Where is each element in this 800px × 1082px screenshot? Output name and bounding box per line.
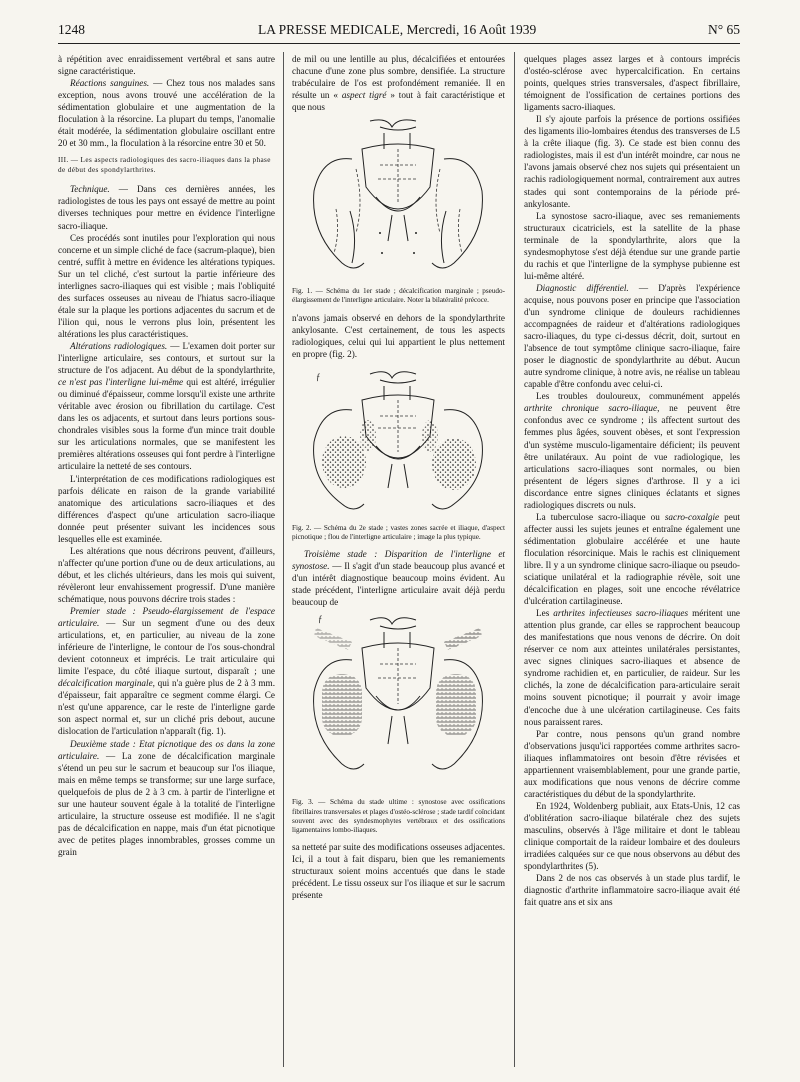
figure-3-caption: Fig. 3. — Schéma du stade ultime : synostose avec ossifications fibrillaires transversales et plages d'ostéo-sclérose ; stade tardif coïncidant souvent avec des syndesmophytes vertébraux et des ossifications ligamentaires lombo-iliaques. [292, 798, 505, 835]
svg-text:ƒ: ƒ [316, 371, 321, 382]
paragraph [524, 511, 740, 607]
paragraph-text: » tout à fait caractéristique et que nous [292, 90, 505, 113]
text-column-1 [58, 53, 275, 858]
header-rule [58, 43, 740, 44]
figure-3 [292, 608, 505, 835]
emphasis: sacro-coxalgie [664, 511, 720, 522]
paragraph-lead: Premier stade : Pseudo-élargissement de l'espace articulaire. [58, 606, 275, 629]
paragraph [58, 183, 275, 231]
figure-3-pelvis-diagram [292, 608, 505, 796]
paragraph: à répétition avec enraidissement vertébral et sans autre signe caractéristique. [58, 54, 275, 77]
paragraph-text: méritent une attention plus grande, car elles se rapprochent beaucoup des manifestations que nous venons de décrire. On doit réserver ce nom aux atteintes unilatérales persistantes, avec signes cliniques sacro-iliaques et absence de syndrome rachidien et, en particulier, de raideur. Sur les clichés, la zone de décalcification para-articulaire serait moins souvent picnotique; il pourrait y avoir image d'encoche due à une ulcération cartilagineuse. Ces faits nous paraissent rares. [524, 608, 740, 727]
paragraph-lead: Diagnostic différentiel. [536, 282, 629, 293]
paragraph-text: — Il s'agit d'un stade beaucoup plus avancé et d'un intérêt diagnostique beaucoup moins évident. Au stade précédent, l'interligne articulaire avait déjà perdu beaucoup de [292, 561, 505, 608]
figure-1 [292, 113, 505, 305]
paragraph: n'avons jamais observé en dehors de la spondylarthrite ankylosante. C'est certainement, de tous les aspects radiologiques, celui qui lui appartient le plus nettement en propre (fig. 2). [292, 312, 505, 359]
paragraph [58, 605, 275, 738]
figure-1-caption: Fig. 1. — Schéma du 1er stade ; décalcification marginale ; pseudo-élargissement de l'interligne articulaire. Noter la bilatéralité précoce. [292, 287, 505, 305]
journal-title: LA PRESSE MEDICALE, Mercredi, 16 Août 1939 [258, 22, 537, 37]
page-number: 1248 [58, 22, 85, 37]
paragraph-text: , qui n'a guère plus de 2 à 3 mm. d'épaisseur, fait apparaître ce segment comme élargi. Ce n'est qu'une apparence, car le reste de l'interligne garde son aspect normal et, sur un cliché pris debout, aucune dislocation de l'articulation n'apparaît (fig. 1). [58, 678, 276, 737]
section-heading: III. — Les aspects radiologiques des sacro-iliaques dans la phase de début des spondylarthrites. [58, 156, 271, 175]
paragraph-text: La tuberculose sacro-iliaque ou [536, 511, 665, 522]
paragraph: La synostose sacro-iliaque, avec ses remaniements structuraux cicatriciels, est la satellite de la phase terminale de la spondylarthrite, alors que la syndesmophytose s'est déjà étendue sur une grande partie du rachis et que l'interligne de la symphyse pubienne est lui-même altéré. [524, 210, 740, 281]
issue-number: N° 65 [707, 22, 740, 37]
paragraph [524, 607, 740, 727]
paragraph [58, 340, 275, 473]
paragraph: quelques plages assez larges et à contours imprécis d'ostéo-sclérose avec hypercalcification. En certains points, quelques stries transversales, d'aspect fibrillaire, témoignent de l'ossification de certaines portions des ligaments sacro-iliaques. [524, 54, 740, 113]
paragraph: En 1924, Woldenberg publiait, aux Etats-Unis, 12 cas d'oblitération sacro-iliaque bilatérale chez des sujets masculins, observés à l'âge militaire et dont le tableau clinique comportait de la raideur lombaire et des douleurs irradiées calquées sur ce que nous observons au début des spondylarthrites (5). [524, 800, 740, 872]
paragraph: Ces procédés sont inutiles pour l'exploration qui nous concerne et un simple cliché de face (sacrum-plaque), bien centré, suffit à mettre en évidence les altérations typiques. Sur un tel cliché, c'est surtout la partie inférieure des interlignes sacro-iliaques qui est visible ; mais l'obliquité des surfaces osseuses au niveau de l'hiatus sacro-iliaque étale sur la plaque les portions adjacentes du sacrum et de l'ilion qui, nous le verrons plus loin, présentent les altérations les plus caractéristiques. [58, 232, 275, 339]
figure-1-pelvis-diagram [292, 113, 505, 285]
paragraph [524, 390, 740, 510]
paragraph: sa netteté par suite des modifications osseuses adjacentes. Ici, il a tout à fait disparu, bien que les remaniements structuraux soient moins accentués que dans le stade précédent. Le tissu osseux sur l'os iliaque et sur le sacrum présente [292, 842, 505, 901]
figure-2-pelvis-diagram [292, 364, 505, 522]
emphasis: décalcification marginale [58, 678, 153, 689]
paragraph-lead: Altérations radiologiques. [70, 340, 168, 351]
paragraph-text: peut affecter aussi les sujets jeunes et entraîne également une sédimentation globulaire accélérée et une haute floculation résorcinique. Mais le rachis est cliniquement libre. Il y a un syndrome clinique sacro-iliaque ou pseudo-sciatique unilatéral et la radiographie révèle, soit une décalcification en plages, soit une encoche révélatrice d'ulcération cartilagineuse. [524, 511, 740, 607]
paragraph-text: — L'examen doit porter sur l'interligne articulaire, ses contours, et surtout sur la structure de l'os adjacent. Au début de la spondylarthrite, [58, 340, 276, 376]
paragraph-text: — D'après l'expérience acquise, nous pouvons poser en principe que l'association d'un syndrome clinique de douleurs rachidiennes accompagnées de raideur et d'altérations radiologiques sacro-iliaques, du type ci-dessus décrit, doit, surtout en l'absence de tout symptôme clinique sacro-iliaque, faire poser le diagnostic de spondylarthrite au début. Aucun autre syndrome clinique, à notre avis, ne réalise un tableau capable d'être confondu avec celui-ci. [524, 282, 740, 390]
paragraph-lead: Deuxième stade : Etat picnotique des os dans la zone articulaire. [58, 738, 275, 761]
text-column-2 [292, 53, 505, 902]
emphasis: ce n'est pas l'interligne lui-même [58, 377, 184, 388]
paragraph-text: Les [536, 608, 554, 619]
paragraph: Dans 2 de nos cas observés à un stade plus tardif, le diagnostic d'arthrite inflammatoire sacro-iliaque avait été fait quatre ans et six ans [524, 873, 740, 908]
emphasis: arthrites infectieuses sacro-iliaques [553, 608, 689, 619]
paragraph [292, 53, 505, 113]
paragraph [58, 738, 275, 858]
text-column-3 [524, 53, 740, 908]
figure-2 [292, 364, 505, 542]
paragraph-text: , ne peuvent être confondus avec ce syndrome ; ils affectent surtout des femmes plus âgées, souvent obèses, et sont l'expression d'un système musculo-ligamentaire déficient; ils peuvent être unilatéraux. Au point de vue radiologique, les articulations sacro-iliaques sont normales, ou bien présentent de légers signes d'arthrose. Il y a ici discordance entre signes cliniques éclatants et signes radiologiques discrets ou nuls. [524, 403, 741, 510]
paragraph-text: — Chez tous nos malades sans exception, nous avons trouvé une accélération de la sédimentation globulaire et une augmentation de la floculation à la résorcine. La plupart du temps, l'anomalie était modérée, la sédimentation globulaire oscillant entre 20 et 30 mm., la floculation à la résorcine entre 30 et 50. [58, 78, 275, 149]
paragraph-text: — La zone de décalcification marginale s'étend un peu sur le sacrum et beaucoup sur l'os iliaque, mais en même temps se transforme; sur une large surface, quelquefois de plus de 2 à 3 cm. à partir de l'interligne et sur une hauteur souvent égale à la totalité de l'interligne articulaire, la structure osseuse est modifiée. Il ne s'agit pas de décalcification en nappe, mais d'un état picnotique avec de petites plages innombrables, grosses comme un grain [58, 750, 275, 857]
paragraph-text: de mil ou une lentille au plus, décalcifiées et entourées chacune d'une zone plus sombre, densifiée. La structure trabéculaire de l'os est profondément remaniée. Il en résulte un « [292, 54, 505, 101]
paragraph: L'interprétation de ces modifications radiologiques est parfois délicate en raison de la grande variabilité anatomique des articulations sacro-iliaques et des différences d'aspect qu'une articulation sacro-iliaque donnée peut présenter suivant les incidences sous lesquelles elle est examinée. [58, 473, 275, 544]
paragraph [58, 77, 275, 149]
page-header [58, 22, 740, 42]
paragraph-lead: Technique. [70, 184, 110, 195]
column-divider [283, 52, 284, 1067]
figure-2-caption: Fig. 2. — Schéma du 2e stade ; vastes zones sacrée et iliaque, d'aspect picnotique ; flou de l'interligne articulaire ; image la plus typique. [292, 523, 505, 542]
paragraph-lead: Troisième stade : Disparition de l'interligne et synostose. [292, 549, 505, 572]
paragraph: Par contre, nous pensons qu'un grand nombre d'observations jusqu'ici rapportées comme arthrites sacro-iliaques inflammatoires ont besoin d'être révisées et appartiennent vraisemblablement, pour une grande partie, aux modifications que nous venons de décrire comme caractéristiques du début de la spondylarthrite. [524, 728, 740, 799]
paragraph-lead: Réactions sanguines. [70, 78, 150, 89]
paragraph: Les altérations que nous décrirons peuvent, d'ailleurs, n'affecter qu'une portion d'une ou de deux articulations, au début, et les clichés ultérieurs, dans les mois qui suivent, révèleront leur envahissement progressif. D'une manière schématique, nous pouvons décrire trois stades : [58, 545, 275, 604]
paragraph-text: Les troubles douloureux, communément appelés [536, 391, 740, 402]
paragraph: Il s'y ajoute parfois la présence de portions ossifiées des ligaments ilio-lombaires étendus des transverses de L5 à la crête iliaque (fig. 3). Ce stade est bien connu des radiologistes, mais il est d'un intérêt moindre, car nous ne l'avons jamais observé chez nos sujets qui présentaient un rachis radiologiquement normal, contrairement aux autres stades qui sont contemporains de la période pré-ankylosante. [524, 114, 740, 209]
paragraph-text: — Dans ces dernières années, les radiologistes de tous les pays ont essayé de mettre au point diverses techniques pour mettre en évidence l'interligne sacro-iliaque. [58, 184, 275, 231]
paragraph-text: — Sur un segment d'une ou des deux articulations, et, en particulier, au niveau de la zone inférieure de l'interligne, le contour de l'os sous-chondral devient cotonneux et imprécis. Le trait articulaire qui limite l'espace, du côté iliaque surtout, disparaît ; une [58, 618, 275, 677]
emphasis: arthrite chronique sacro-iliaque [524, 403, 658, 414]
paragraph [292, 548, 505, 608]
emphasis: aspect tigré [341, 90, 387, 101]
svg-text:ƒ: ƒ [318, 614, 323, 625]
paragraph [524, 282, 740, 390]
column-divider [514, 52, 515, 1067]
paragraph-text: qui est altéré, irrégulier ou diminué d'épaisseur, comme lorsqu'il existe une arthrite véritable avec érosion ou fibrillation du cartilage. C'est dans les os adjacents, et surtout dans leurs portions sous-chondrales visibles sous la forme d'un mince trait double sur les articulations normales, que se manifestent les premières altérations osseuses qui font perdre à l'interligne articulaire la netteté de ses contours. [58, 377, 275, 472]
